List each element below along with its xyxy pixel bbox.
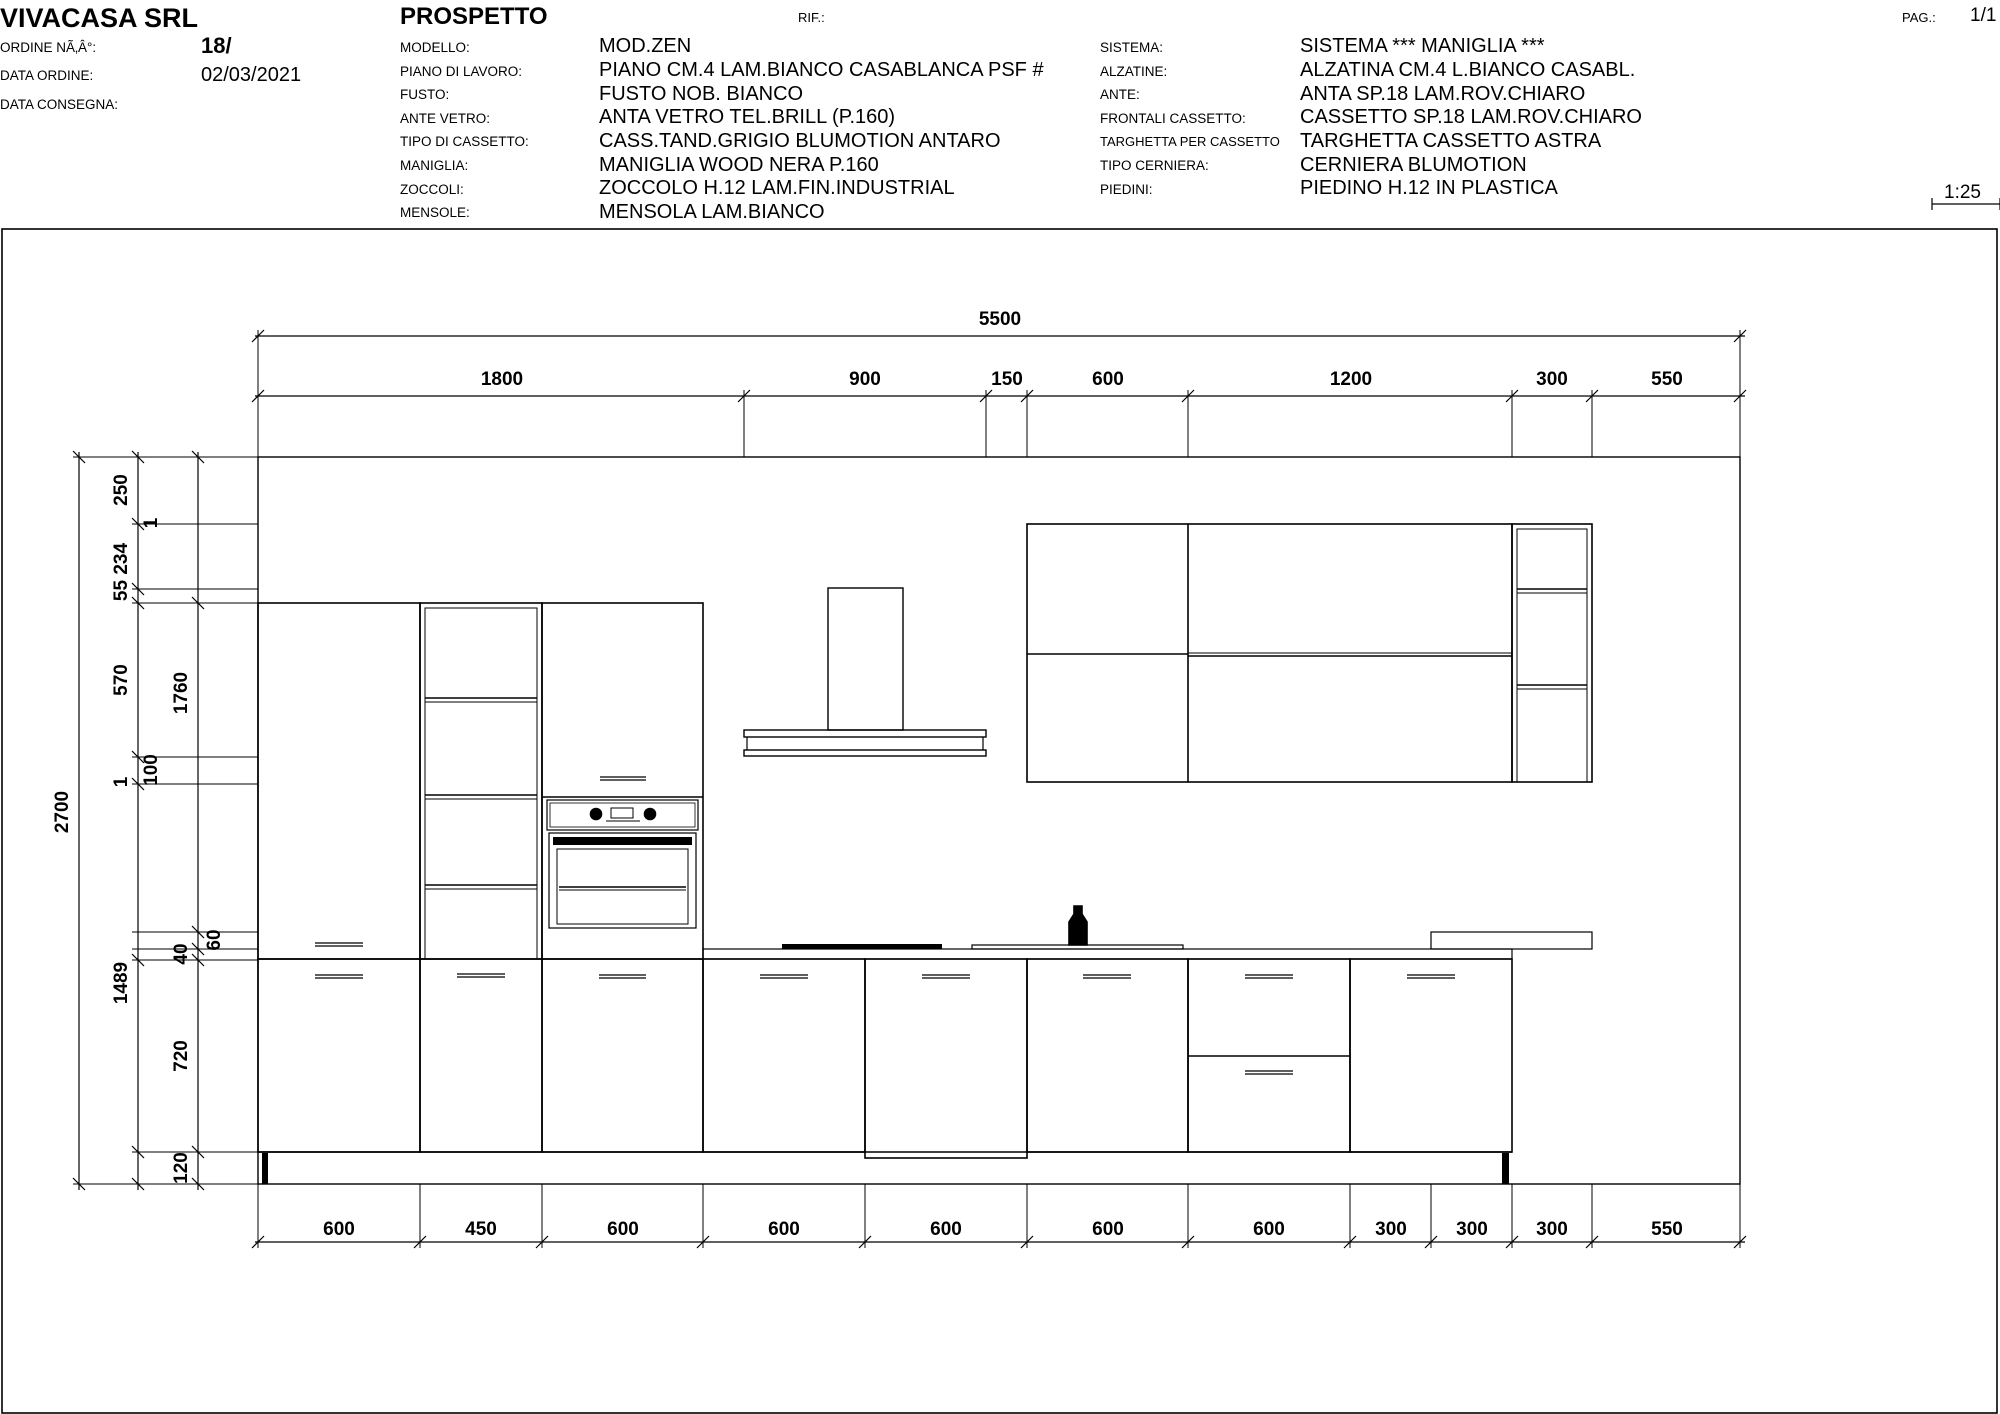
rif-label: RIF.: — [798, 10, 825, 25]
dim-col2-4: 40 — [171, 943, 192, 965]
plinth-foot-right — [1502, 1153, 1509, 1184]
spec-label-sistema: SISTEMA: — [1100, 40, 1164, 55]
spec-label-cassetto: TIPO DI CASSETTO: — [400, 134, 529, 149]
order-number-label: ORDINE NÃ‚Â°: — [0, 40, 97, 55]
base-unit-6 — [1027, 959, 1188, 1152]
spec-value-maniglia: MANIGLIA WOOD NERA P.160 — [599, 154, 879, 176]
bottle — [1069, 906, 1087, 945]
spec-value-mensole: MENSOLA LAM.BIANCO — [599, 201, 825, 223]
spec-label-mensole: MENSOLE: — [400, 205, 470, 220]
dim-col1-5: 1 — [111, 776, 132, 788]
dim-col1-6: 1489 — [111, 961, 132, 1005]
spec-value-targhetta: TARGHETTA CASSETTO ASTRA — [1300, 130, 1602, 152]
countertop — [703, 949, 1512, 959]
spec-value-ante: ANTA SP.18 LAM.ROV.CHIARO — [1300, 83, 1586, 105]
spec-label-maniglia: MANIGLIA: — [400, 158, 469, 173]
base-unit-8 — [1350, 959, 1512, 1152]
document-type: PROSPETTO — [400, 3, 548, 30]
floating-shelf — [1431, 932, 1592, 949]
spec-label-ante: ANTE: — [1100, 87, 1140, 102]
spec-value-piano: PIANO CM.4 LAM.BIANCO CASABLANCA PSF # — [599, 59, 1044, 81]
spec-label-piedini: PIEDINI: — [1100, 182, 1153, 197]
page-number: 1/1 — [1970, 5, 1997, 26]
oven-knob-left — [591, 809, 602, 820]
dim-bottom-8: 300 — [1375, 1219, 1407, 1240]
order-date: 02/03/2021 — [201, 64, 302, 86]
base-unit-4 — [703, 959, 865, 1152]
spec-label-cerniera: TIPO CERNIERA: — [1100, 158, 1209, 173]
spec-label-alzatine: ALZATINE: — [1100, 64, 1168, 79]
spec-value-cassetto: CASS.TAND.GRIGIO BLUMOTION ANTARO — [599, 130, 1001, 152]
dim-col1-4: 570 — [111, 664, 132, 696]
oven-door — [549, 833, 696, 928]
dim-bottom-9: 300 — [1456, 1219, 1488, 1240]
spec-value-modello: MOD.ZEN — [599, 35, 692, 57]
dim-top-1: 1800 — [480, 369, 524, 390]
order-number: 18/ — [201, 33, 232, 58]
dim-total-height: 2700 — [52, 790, 73, 834]
spec-label-modello: MODELLO: — [400, 40, 470, 55]
dim-bottom-5: 600 — [930, 1219, 962, 1240]
hood-chimney — [828, 588, 903, 730]
dim-col2-1: 1760 — [171, 671, 192, 715]
dim-total-width: 5500 — [978, 309, 1022, 330]
oven-tall-unit — [542, 603, 703, 959]
dim-col2-2: 100 — [141, 754, 162, 786]
scale-label: 1:25 — [1944, 182, 1981, 203]
dim-col1-7: 720 — [171, 1040, 192, 1072]
spec-value-cerniera: CERNIERA BLUMOTION — [1300, 154, 1527, 176]
plinth-foot-left — [262, 1153, 268, 1184]
spec-value-piedini: PIEDINO H.12 IN PLASTICA — [1300, 177, 1558, 199]
dim-col1-8: 120 — [171, 1152, 192, 1184]
wall-shelf-unit — [1512, 524, 1592, 782]
oven-control-panel — [547, 800, 698, 830]
hood-body — [744, 730, 986, 737]
dim-bottom-4: 600 — [768, 1219, 800, 1240]
order-date-label: DATA ORDINE: — [0, 68, 94, 83]
spec-value-fusto: FUSTO NOB. BIANCO — [599, 83, 804, 105]
spec-value-ante-vetro: ANTA VETRO TEL.BRILL (P.160) — [599, 106, 896, 128]
dim-bottom-7: 600 — [1253, 1219, 1285, 1240]
dim-bottom-2: 450 — [465, 1219, 497, 1240]
oven-knob-right — [645, 809, 656, 820]
spec-value-zoccoli: ZOCCOLO H.12 LAM.FIN.INDUSTRIAL — [599, 177, 955, 199]
dishwasher-unit — [865, 959, 1027, 1158]
open-shelf-unit — [420, 603, 542, 959]
base-unit-1 — [258, 959, 420, 1152]
dim-top-4: 600 — [1092, 369, 1124, 390]
dim-top-2: 900 — [849, 369, 881, 390]
dim-col1-1: 250 — [111, 474, 132, 506]
dim-top-6: 300 — [1536, 369, 1568, 390]
dim-bottom-6: 600 — [1092, 1219, 1124, 1240]
spec-value-alzatine: ALZATINA CM.4 L.BIANCO CASABL. — [1300, 59, 1636, 81]
dim-bottom-11: 550 — [1651, 1219, 1683, 1240]
dim-bottom-10: 300 — [1536, 1219, 1568, 1240]
dim-top-3: 150 — [991, 369, 1023, 390]
wall-outline — [258, 457, 1740, 1184]
spec-label-piano: PIANO DI LAVORO: — [400, 64, 523, 79]
dim-col1-3: 55 234 — [111, 542, 132, 602]
spec-label-ante-vetro: ANTE VETRO: — [400, 111, 491, 126]
dim-bottom-1: 600 — [323, 1219, 355, 1240]
dim-bottom-3: 600 — [607, 1219, 639, 1240]
dim-col1-2: 1 — [141, 517, 162, 529]
base-unit-3 — [542, 959, 703, 1152]
company-name: VIVACASA SRL — [0, 3, 199, 33]
base-unit-2 — [420, 959, 542, 1152]
dim-col2-3: 60 — [204, 929, 225, 951]
spec-label-fusto: FUSTO: — [400, 87, 450, 102]
dim-top-7: 550 — [1651, 369, 1683, 390]
delivery-date-label: DATA CONSEGNA: — [0, 97, 119, 112]
page-label: PAG.: — [1902, 10, 1936, 25]
hob — [782, 944, 942, 949]
dim-top-5: 1200 — [1329, 369, 1373, 390]
spec-value-frontali: CASSETTO SP.18 LAM.ROV.CHIARO — [1300, 106, 1642, 128]
spec-value-sistema: SISTEMA *** MANIGLIA *** — [1300, 35, 1545, 57]
spec-label-frontali: FRONTALI CASSETTO: — [1100, 111, 1246, 126]
spec-label-targhetta: TARGHETTA PER CASSETTO — [1100, 134, 1280, 149]
tall-unit-1 — [258, 603, 420, 959]
spec-label-zoccoli: ZOCCOLI: — [400, 182, 464, 197]
